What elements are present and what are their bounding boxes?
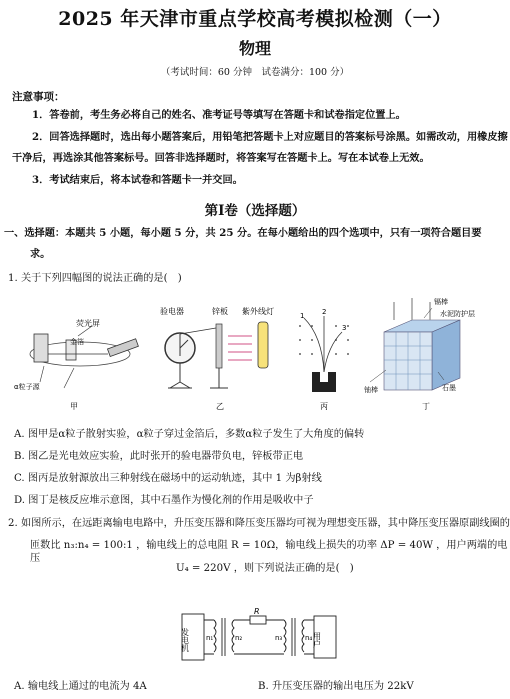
label-electroscope: 验电器 [160, 307, 184, 316]
label-shield: 水泥防护层 [440, 310, 475, 318]
q1-option-a: A. 图甲是α粒子散射实验，α粒子穿过金箔后，多数α粒子发生了大角度的偏转 [14, 429, 365, 440]
n4-label: n₄ [305, 634, 313, 642]
figure-ding [364, 296, 504, 414]
q1-option-c: C. 图丙是放射源放出三种射线在磁场中的运动轨迹，其中 1 为β射线 [14, 473, 322, 484]
section-instruction: 一、选择题：本题共 5 小题，每小题 5 分，共 25 分。在每小题给出的四个选项中，只有一项符合题目要 [4, 227, 482, 239]
label-zinc: 锌板 [212, 307, 228, 316]
notice-item-2: 2．回答选择题时，选出每小题答案后，用铅笔把答题卡上对应题目的答案标号涂黑。如需改动，用橡皮擦 [32, 131, 508, 143]
figure-bing [294, 306, 354, 414]
q2-stem-line3: U₄ = 220V ，则下列说法正确的是( ) [176, 563, 354, 574]
q1-stem: 1. 关于下列四幅图的说法正确的是( ) [8, 273, 182, 284]
resistor-label: R [254, 607, 260, 616]
q1-option-b: B. 图乙是光电效应实验，此时张开的验电器带负电，锌板带正电 [14, 451, 304, 462]
notice-heading: 注意事项： [12, 91, 65, 103]
label-fuel-rod: 铀棒 [364, 386, 378, 394]
caption-jia: 甲 [70, 402, 78, 411]
page-title: 2025 年天津市重点学校高考模拟检测（一） [58, 8, 452, 30]
q1-option-d: D. 图丁是核反应堆示意图，其中石墨作为慢化剂的作用是吸收中子 [14, 495, 314, 506]
label-rod: 镉棒 [434, 298, 448, 306]
generator-label: 发电机 [180, 628, 190, 652]
n3-label: n₃ [275, 634, 283, 642]
section-instruction-cont: 求。 [30, 248, 51, 260]
notice-item-1: 1．答卷前，考生务必将自己的姓名、准考证号等填写在答题卡和试卷指定位置上。 [32, 109, 406, 121]
subject-title: 物理 [238, 39, 271, 58]
section-title: 第Ⅰ卷（选择题） [204, 203, 306, 219]
label-uv-lamp: 紫外线灯 [242, 307, 274, 316]
q2-stem-line2: 匝数比 n₃:n₄ = 100:1 ，输电线上的总电阻 R = 10Ω，输电线上损失的功率 ΔP = 40W ，用户两端的电压 [30, 540, 508, 564]
q2-stem-line1: 2. 如图所示，在远距离输电电路中，升压变压器和降压变压器均可视为理想变压器，其中降压变压器原副线圈的 [8, 518, 510, 529]
label-ray-2: 2 [322, 308, 327, 316]
figure-yi [160, 306, 280, 414]
label-graphite: 石墨 [442, 384, 456, 392]
figure-jia [14, 296, 142, 414]
n1-label: n₁ [206, 634, 214, 642]
caption-ding: 丁 [422, 402, 430, 411]
notice-item-3: 3．考试结束后，将本试卷和答题卡一并交回。 [32, 174, 243, 186]
label-gold: 金箔 [70, 338, 84, 346]
q2-option-b: B. 升压变压器的输出电压为 22kV [258, 681, 414, 692]
caption-bing: 丙 [320, 402, 328, 411]
user-label: 用户 [312, 632, 322, 648]
notice-item-2-cont: 干净后，再选涂其他答案标号。回答非选择题时，将答案写在答题卡上。写在本试卷上无效。 [12, 152, 430, 164]
q2-circuit [180, 606, 340, 668]
label-screen: 荧光屏 [76, 319, 100, 328]
n2-label: n₂ [235, 634, 243, 642]
label-ray-3: 3 [342, 324, 347, 332]
exam-info: （考试时间：60 分钟 试卷满分：100 分） [160, 67, 350, 78]
caption-yi: 乙 [216, 402, 224, 411]
label-ray-1: 1 [300, 312, 305, 320]
q2-option-a: A. 输电线上通过的电流为 4A [14, 681, 147, 692]
label-alpha-source: α粒子源 [14, 383, 40, 391]
